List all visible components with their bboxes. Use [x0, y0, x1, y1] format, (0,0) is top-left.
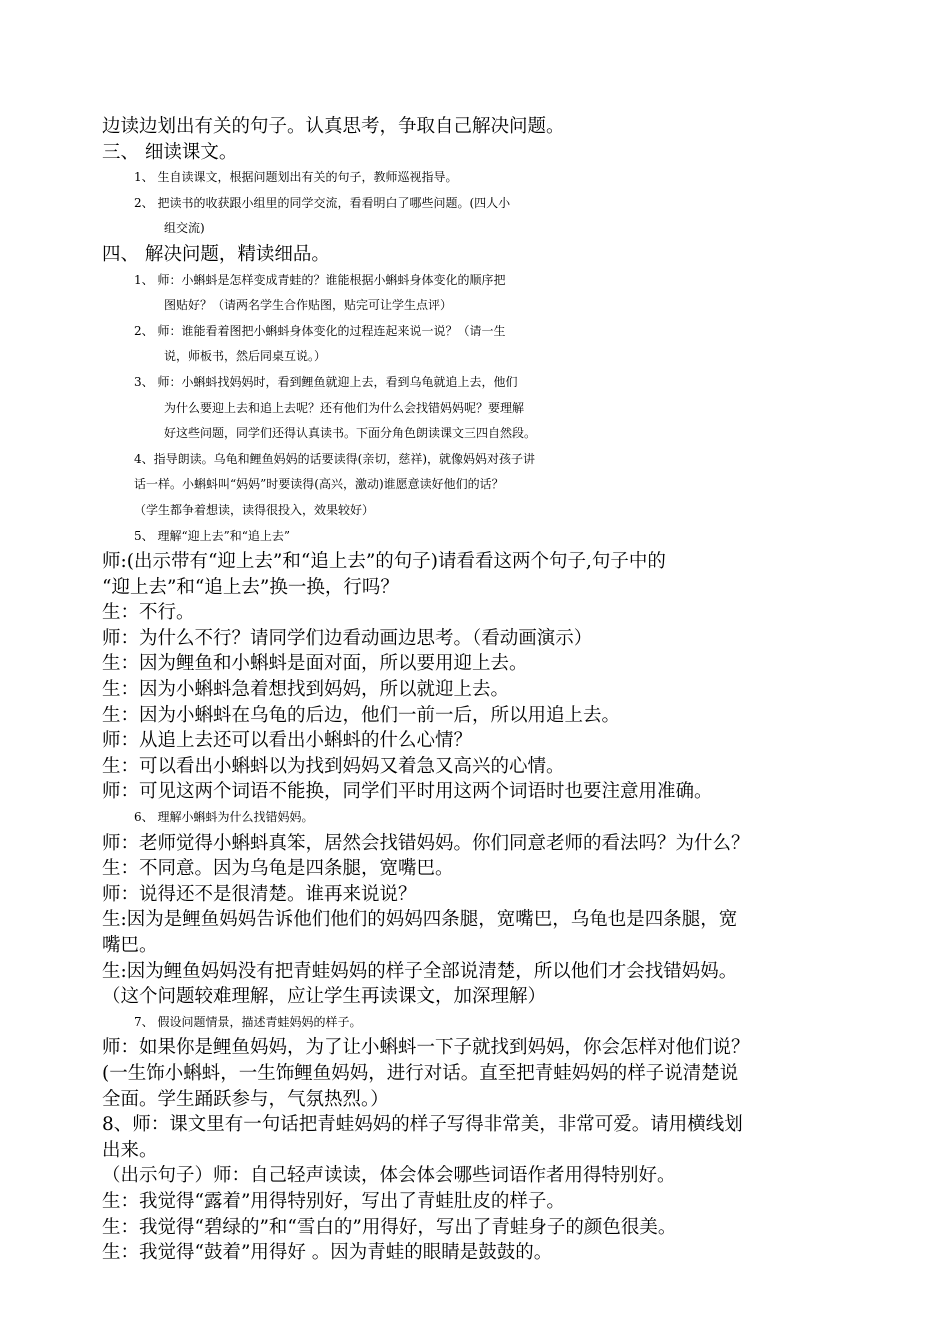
text-line: 生：可以看出小蝌蚪以为找到妈妈又着急又高兴的心情。 [102, 755, 565, 777]
text-line: （学生都争着想读，读得很投入，效果较好） [134, 502, 375, 517]
text-line: “迎上去”和“追上去”换一换，行吗？ [102, 576, 399, 598]
text-line: 生:因为是鲤鱼妈妈告诉他们他们的妈妈四条腿，宽嘴巴，乌龟也是四条腿，宽 [102, 909, 738, 931]
text-line: 生：因为鲤鱼和小蝌蚪是面对面，所以要用迎上去。 [102, 653, 528, 675]
text-line: 师：从追上去还可以看出小蝌蚪的什么心情？ [102, 730, 473, 752]
text-line: 图贴好？（请两名学生合作贴图，贴完可让学生点评） [164, 298, 453, 313]
text-line: 好这些问题，同学们还得认真读书。下面分角色朗读课文三四自然段。 [164, 426, 537, 441]
text-line: 说，师板书，然后同桌互说。） [164, 349, 327, 364]
text-line: 5、 理解“迎上去”和“追上去” [134, 528, 290, 543]
text-line: 生:因为鲤鱼妈妈没有把青蛙妈妈的样子全部说清楚，所以他们才会找错妈妈。 [102, 960, 738, 982]
text-line: 1、 生自读课文，根据问题划出有关的句子，教师巡视指导。 [134, 170, 458, 185]
text-line: 话一样。小蝌蚪叫“妈妈”时要读得(高兴，激动)谁愿意读好他们的话？ [134, 477, 504, 492]
document-page [102, 114, 862, 1266]
text-line: 生：我觉得“露着”用得特别好，写出了青蛙肚皮的样子。 [102, 1190, 565, 1212]
text-line: 师：老师觉得小蝌蚪真笨，居然会找错妈妈。你们同意老师的看法吗？为什么？ [102, 832, 750, 854]
text-line: 生：因为小蝌蚪在乌龟的后边，他们一前一后，所以用追上去。 [102, 704, 621, 726]
text-line: 生：不行。 [102, 602, 195, 624]
text-line: 6、 理解小蝌蚪为什么找错妈妈。 [134, 810, 314, 825]
text-line: 生：我觉得“鼓着”用得好 。因为青蛙的眼睛是鼓鼓的。 [102, 1242, 553, 1264]
text-line: 边读边划出有关的句子。认真思考，争取自己解决问题。 [102, 116, 565, 137]
text-line: 7、 假设问题情景，描述青蛙妈妈的样子。 [134, 1014, 362, 1029]
text-line: (一生饰小蝌蚪，一生饰鲤鱼妈妈，进行对话。直至把青蛙妈妈的样子说清楚说 [102, 1062, 739, 1084]
text-line: 生：我觉得“碧绿的”和“雪白的”用得好，写出了青蛙身子的颜色很美。 [102, 1216, 677, 1238]
document-body [102, 114, 862, 1266]
text-line: 4、指导朗读。乌龟和鲤鱼妈妈的话要读得(亲切，慈祥)，就像妈妈对孩子讲 [134, 451, 536, 466]
text-line: 四、 解决问题，精读细品。 [102, 243, 330, 265]
text-line: 2、 把读书的收获跟小组里的同学交流，看看明白了哪些问题。(四人小 [134, 195, 511, 210]
text-line: 师:(出示带有“迎上去”和“追上去”的句子)请看看这两个句子,句子中的 [102, 551, 666, 573]
text-line: 生：不同意。因为乌龟是四条腿，宽嘴巴。 [102, 858, 454, 880]
text-line: 嘴巴。 [102, 935, 158, 956]
text-line: 出来。 [102, 1139, 158, 1161]
text-line: 生：因为小蝌蚪急着想找到妈妈，所以就迎上去。 [102, 679, 510, 701]
text-line: 3、 师：小蝌蚪找妈妈时，看到鲤鱼就迎上去，看到乌龟就追上去，他们 [134, 374, 518, 389]
text-line: 师：为什么不行？请同学们边看动画边思考。（看动画演示） [102, 627, 593, 649]
text-line: 师：说得还不是很清楚。谁再来说说？ [102, 883, 417, 905]
text-line: 三、 细读课文。 [102, 141, 238, 163]
text-line: 师：可见这两个词语不能换，同学们平时用这两个词语时也要注意用准确。 [102, 781, 713, 803]
text-line: （出示句子）师：自己轻声读读，体会体会哪些词语作者用得特别好。 [102, 1165, 676, 1187]
text-line: 组交流) [164, 221, 205, 236]
text-line: 为什么要迎上去和追上去呢？还有他们为什么会找错妈妈呢？要理解 [164, 400, 525, 415]
text-line: 师：如果你是鲤鱼妈妈，为了让小蝌蚪一下子就找到妈妈，你会怎样对他们说？ [102, 1037, 750, 1059]
text-line: （这个问题较难理解，应让学生再读课文，加深理解） [102, 986, 547, 1008]
text-line: 2、 师：谁能看着图把小蝌蚪身体变化的过程连起来说一说？（请一生 [134, 323, 506, 338]
text-line: 8、师：课文里有一句话把青蛙妈妈的样子写得非常美，非常可爱。请用横线划 [102, 1114, 743, 1136]
text-line: 全面。学生踊跃参与，气氛热烈。） [102, 1088, 389, 1110]
text-line: 1、 师：小蝌蚪是怎样变成青蛙的？谁能根据小蝌蚪身体变化的顺序把 [134, 272, 506, 287]
